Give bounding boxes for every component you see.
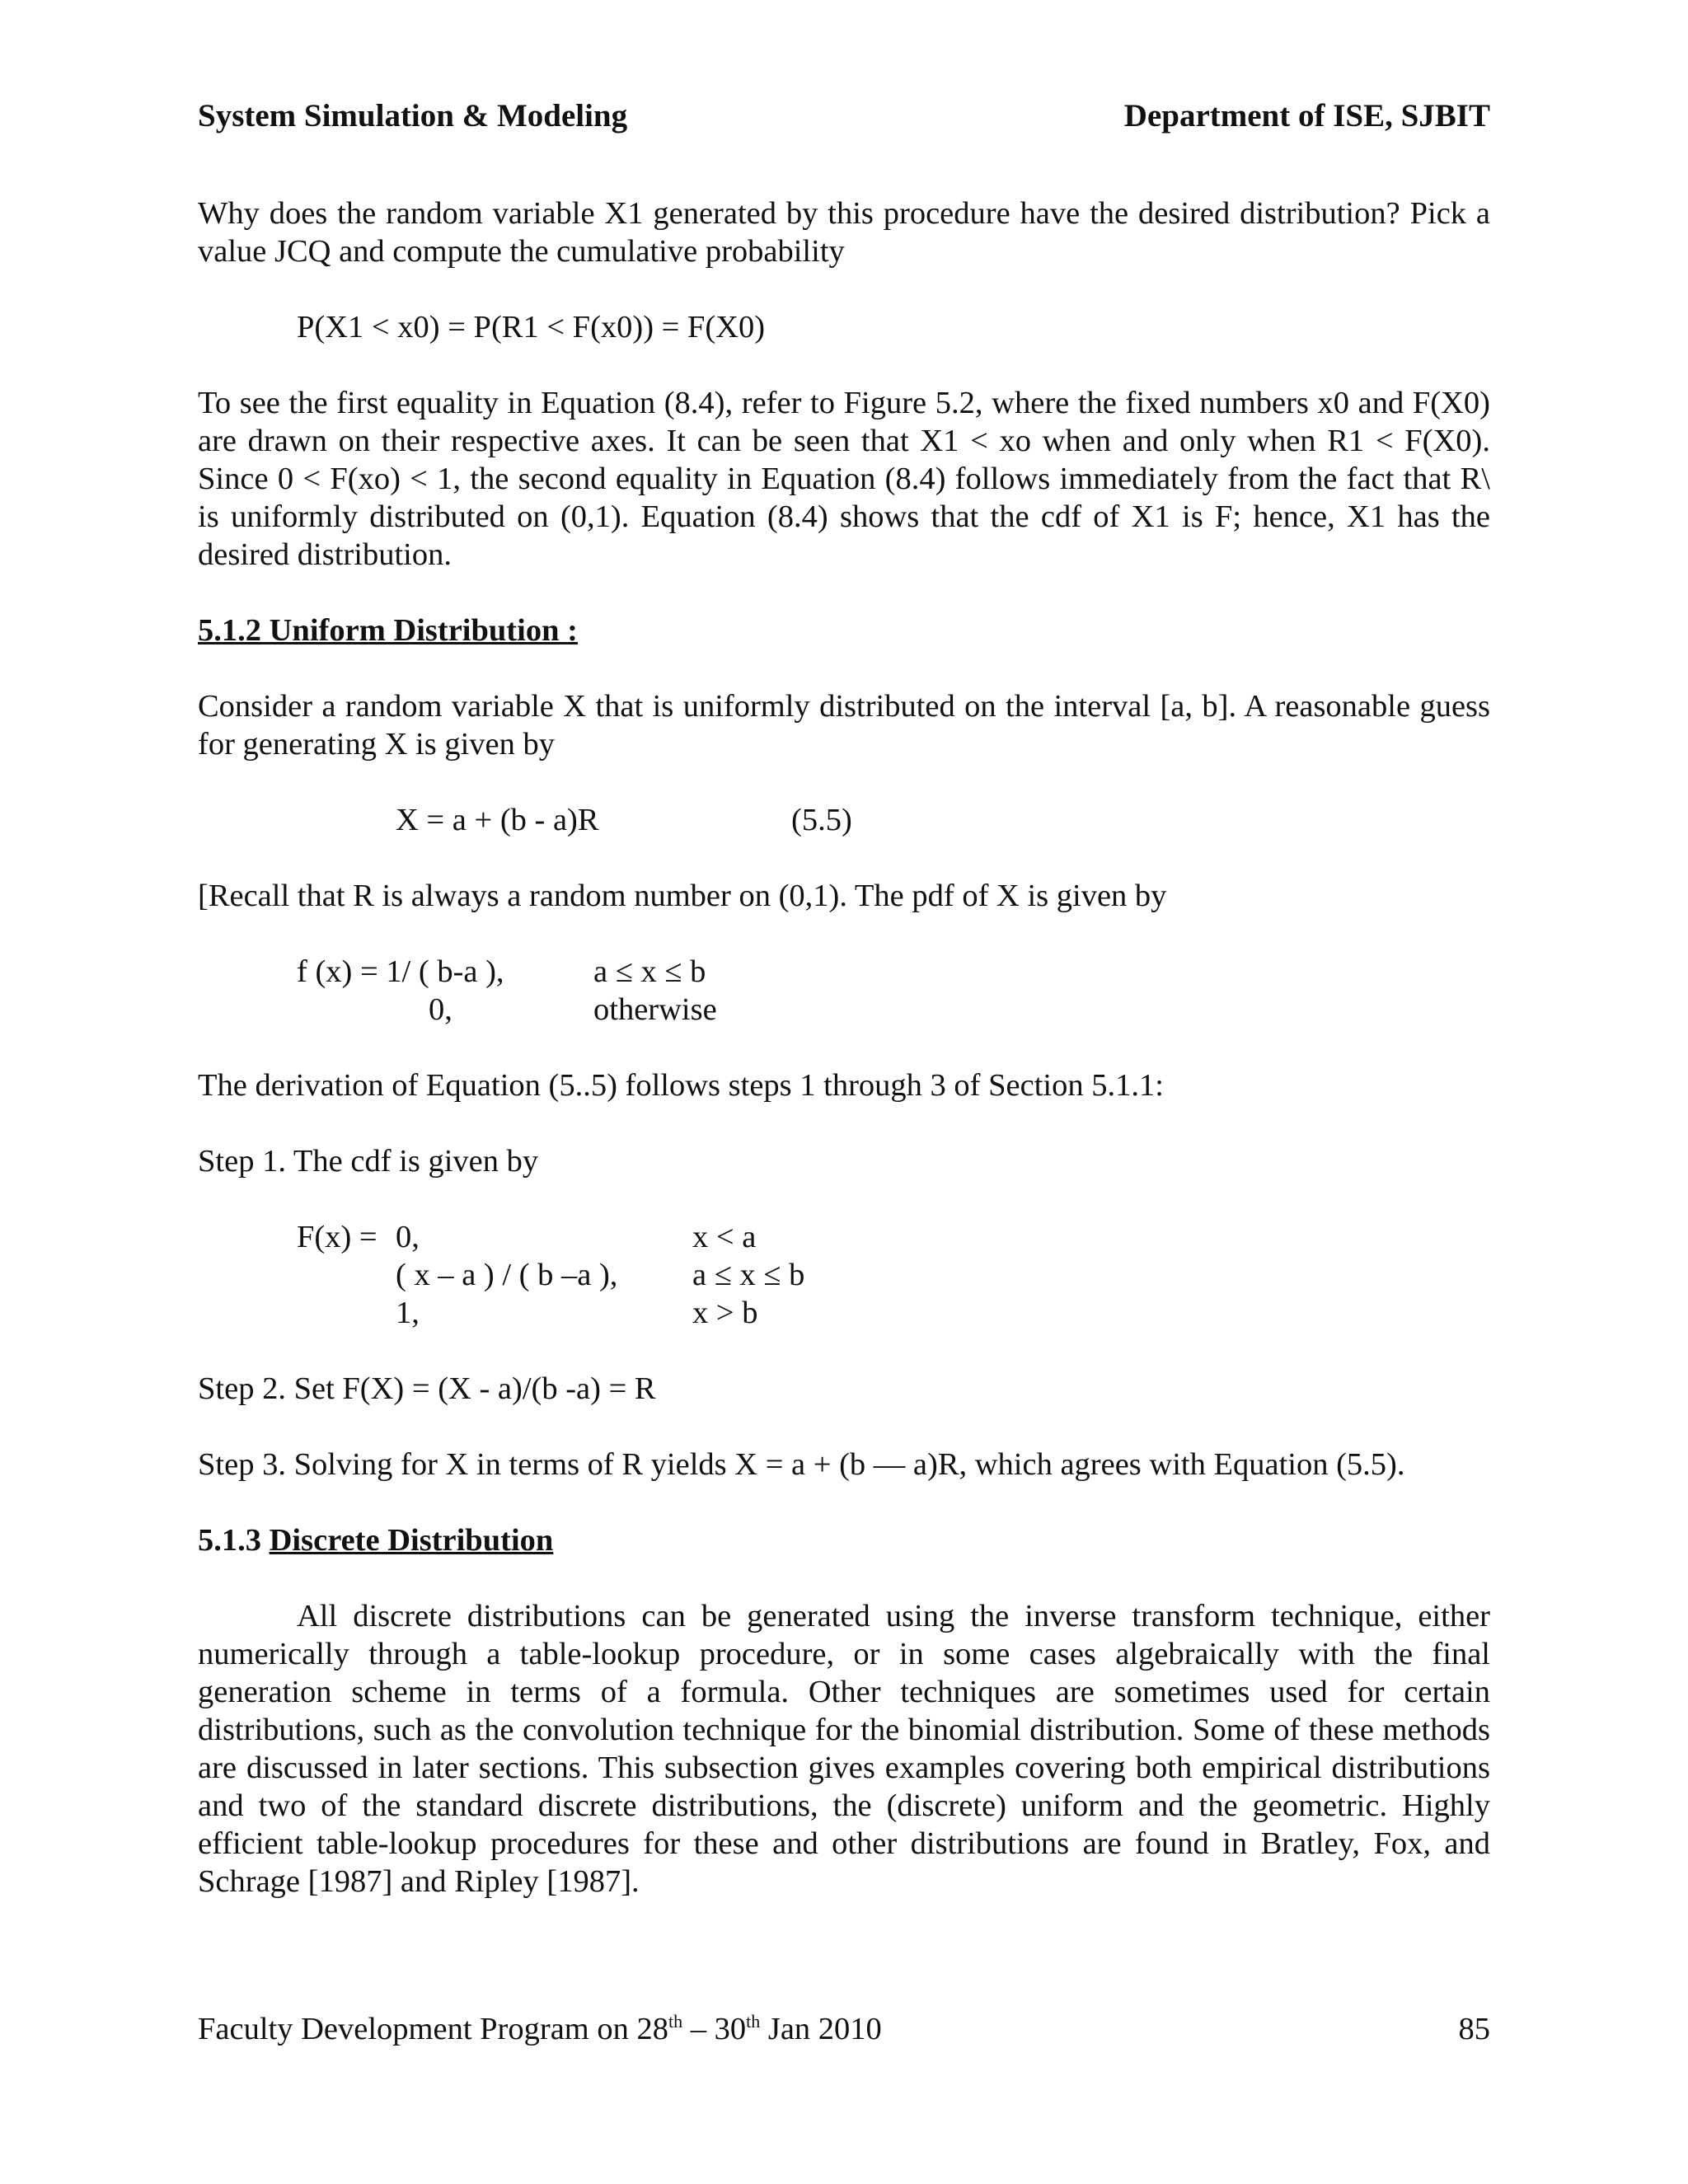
page-header xyxy=(198,97,1490,134)
equation-5-5-number: (5.5) xyxy=(791,803,852,837)
pdf-definition xyxy=(198,953,1490,1029)
page-number: 85 xyxy=(1458,2012,1490,2046)
footer-program: Faculty Development Program on 28th – 30th Jan 2010 xyxy=(198,2011,882,2046)
step-1-text: Step 1. The cdf is given by xyxy=(198,1144,539,1179)
cdf-row xyxy=(297,1218,1490,1256)
pdf-value: 0, xyxy=(429,992,452,1027)
paragraph-first-equality: To see the first equality in Equation (8.4), refer to Figure 5.2, where the fixed numbers x0 and F(X0) are drawn on their respective axes. It can be seen that X1 < xo when and only when R1 < F(X0). Since 0 < F(xo) < 1, the second equality in Equation (8.4) follows immediately from the fact that R\ is uniformly distributed on (0,1). Equation (8.4) shows that the cdf of X1 is F; hence, X1 has the desired distribution. xyxy=(198,386,1490,572)
paragraph-derivation: The derivation of Equation (5..5) follows steps 1 through 3 of Section 5.1.1: xyxy=(198,1068,1164,1103)
paragraph-intro: Why does the random variable X1 generated by this procedure have the desired distribution? Pick a value JCQ and compute the cumulative probability xyxy=(198,196,1490,269)
step-3-text: Step 3. Solving for X in terms of R yields X = a + (b — a)R, which agrees with Equation (5.5). xyxy=(198,1447,1405,1482)
heading-uniform-distribution: 5.1.2 Uniform Distribution : xyxy=(198,613,578,648)
paragraph-discrete-distributions: All discrete distributions can be generated using the inverse transform technique, either numerically through a table-lookup procedure, or in some cases algebraically with the final generation scheme in terms of a formula. Other techniques are sometimes used for certain distributions, such as the convolution technique for the binomial distribution. Some of these methods are discussed in later sections. This subsection gives examples covering both empirical distributions and two of the standard discrete distributions, the (discrete) uniform and the geometric. Highly efficient table-lookup procedures for these and other distributions are found in Bratley, Fox, and Schrage [1987] and Ripley [1987]. xyxy=(198,1599,1490,1899)
pdf-value: f (x) = 1/ ( b-a ), xyxy=(297,954,504,989)
heading-discrete-title: Discrete Distribution xyxy=(269,1523,554,1558)
pdf-condition: a ≤ x ≤ b xyxy=(593,954,706,989)
cdf-row xyxy=(297,1294,1490,1332)
cdf-value: ( x – a ) / ( b –a ), xyxy=(396,1258,618,1292)
heading-discrete-distribution xyxy=(198,1521,1490,1559)
paragraph-recall-pdf: [Recall that R is always a random number on (0,1). The pdf of X is given by xyxy=(198,879,1167,913)
page-content xyxy=(198,194,1490,1900)
equation-5-5-expression: X = a + (b - a)R xyxy=(396,803,599,837)
pdf-row xyxy=(297,953,1490,991)
cdf-definition xyxy=(198,1218,1490,1332)
pdf-row xyxy=(297,991,1490,1029)
equation-5-5 xyxy=(198,801,1490,839)
cdf-value: 1, xyxy=(396,1296,420,1330)
cdf-value: 0, xyxy=(396,1220,420,1254)
header-course-title: System Simulation & Modeling xyxy=(198,98,628,134)
page-footer xyxy=(198,2011,1490,2047)
cdf-condition: x > b xyxy=(692,1296,758,1330)
equation-cumulative-probability: P(X1 < x0) = P(R1 < F(x0)) = F(X0) xyxy=(297,310,766,344)
heading-discrete-number: 5.1.3 xyxy=(198,1523,261,1558)
step-2-text: Step 2. Set F(X) = (X - a)/(b -a) = R xyxy=(198,1371,656,1406)
cdf-condition: x < a xyxy=(692,1220,757,1254)
cdf-condition: a ≤ x ≤ b xyxy=(692,1258,805,1292)
pdf-condition: otherwise xyxy=(593,992,717,1027)
paragraph-uniform-intro: Consider a random variable X that is uniformly distributed on the interval [a, b]. A reasonable guess for generating X is given by xyxy=(198,689,1490,762)
cdf-label: F(x) = xyxy=(297,1220,377,1254)
cdf-row xyxy=(297,1256,1490,1294)
header-department: Department of ISE, SJBIT xyxy=(1123,98,1490,134)
